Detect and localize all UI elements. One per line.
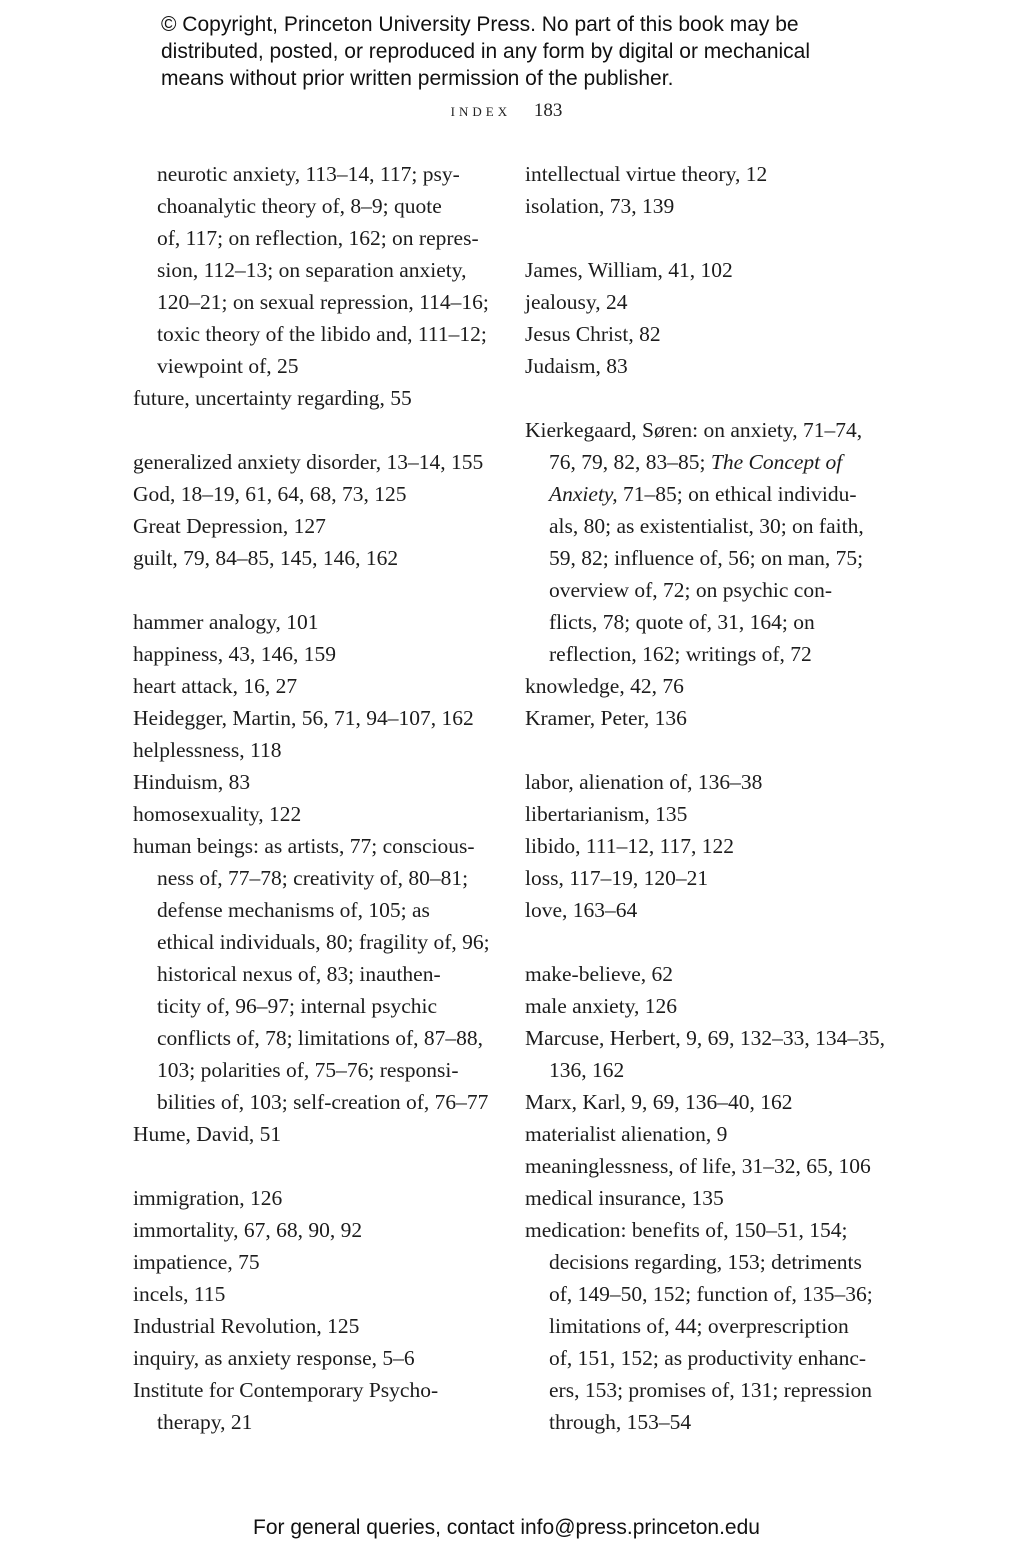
index-entry bbox=[133, 1118, 503, 1150]
copyright-line: © Copyright, Princeton University Press. No part of this book may be bbox=[161, 13, 799, 36]
index-entry-line: Heidegger, Martin, 56, 71, 94–107, 162 bbox=[133, 706, 474, 730]
index-entry-line: make-believe, 62 bbox=[525, 962, 674, 986]
index-entry-line: reflection, 162; writings of, 72 bbox=[549, 642, 812, 666]
index-section-gap bbox=[525, 734, 895, 766]
index-entry bbox=[133, 638, 503, 670]
index-entry-line: human beings: as artists, 77; conscious- bbox=[133, 834, 475, 858]
index-entry bbox=[525, 1150, 895, 1182]
index-entry bbox=[133, 478, 503, 510]
copyright-notice bbox=[161, 11, 921, 92]
index-entry-line: als, 80; as existentialist, 30; on faith, bbox=[549, 514, 864, 538]
copyright-line: means without prior written permission of the publisher. bbox=[161, 67, 674, 90]
index-entry bbox=[525, 286, 895, 318]
index-entry-line: Marcuse, Herbert, 9, 69, 132–33, 134–35, bbox=[525, 1026, 886, 1050]
index-entry-line: loss, 117–19, 120–21 bbox=[525, 866, 709, 890]
index-entry-line: ticity of, 96–97; internal psychic bbox=[157, 994, 438, 1018]
index-column-right bbox=[525, 158, 895, 1438]
index-entry-line: Hume, David, 51 bbox=[133, 1122, 282, 1146]
index-entry-line: ness of, 77–78; creativity of, 80–81; bbox=[157, 866, 469, 890]
index-entry-line: Hinduism, 83 bbox=[133, 770, 251, 794]
index-entry-line: God, 18–19, 61, 64, 68, 73, 125 bbox=[133, 482, 407, 506]
index-entry-line: toxic theory of the libido and, 111–12; bbox=[157, 322, 487, 346]
index-entry bbox=[133, 1278, 503, 1310]
index-entry-line: jealousy, 24 bbox=[525, 290, 628, 314]
index-entry-line: viewpoint of, 25 bbox=[157, 354, 299, 378]
index-entry-line: Institute for Contemporary Psycho- bbox=[133, 1378, 439, 1402]
index-section-gap bbox=[525, 926, 895, 958]
index-entry bbox=[525, 414, 895, 670]
index-entry bbox=[133, 1182, 503, 1214]
index-entry-line: Industrial Revolution, 125 bbox=[133, 1314, 360, 1338]
index-entry-line: 76, 79, 82, 83–85; The Concept of bbox=[549, 450, 843, 474]
index-entry-line: immortality, 67, 68, 90, 92 bbox=[133, 1218, 363, 1242]
index-section-gap bbox=[133, 1150, 503, 1182]
index-entry bbox=[525, 894, 895, 926]
index-entry-line: heart attack, 16, 27 bbox=[133, 674, 298, 698]
index-entry-line: Kierkegaard, Søren: on anxiety, 71–74, bbox=[525, 418, 863, 442]
index-entry-line: limitations of, 44; overprescription bbox=[549, 1314, 849, 1338]
index-entry-line: immigration, 126 bbox=[133, 1186, 283, 1210]
index-entry bbox=[133, 542, 503, 574]
index-entry bbox=[525, 190, 895, 222]
index-entry bbox=[525, 350, 895, 382]
running-head bbox=[0, 97, 1013, 125]
index-entry-line: helplessness, 118 bbox=[133, 738, 282, 762]
page-number: 183 bbox=[533, 100, 563, 121]
index-entry-line: overview of, 72; on psychic con- bbox=[549, 578, 833, 602]
index-entry-line: ethical individuals, 80; fragility of, 96; bbox=[157, 930, 490, 954]
index-section-gap bbox=[525, 382, 895, 414]
index-entry bbox=[525, 254, 895, 286]
index-entry-line: Kramer, Peter, 136 bbox=[525, 706, 687, 730]
index-entry-line: incels, 115 bbox=[133, 1282, 226, 1306]
index-entry-line: medication: benefits of, 150–51, 154; bbox=[525, 1218, 848, 1242]
index-entry-line: of, 117; on reflection, 162; on repres- bbox=[157, 226, 479, 250]
copyright-line: distributed, posted, or reproduced in any form by digital or mechanical bbox=[161, 40, 811, 63]
index-entry-line: Anxiety, 71–85; on ethical individu- bbox=[549, 482, 857, 506]
index-entry-line: meaninglessness, of life, 31–32, 65, 106 bbox=[525, 1154, 871, 1178]
index-entry-line: male anxiety, 126 bbox=[525, 994, 678, 1018]
index-entry-line: libertarianism, 135 bbox=[525, 802, 688, 826]
index-entry-line: future, uncertainty regarding, 55 bbox=[133, 386, 412, 410]
index-entry-line: James, William, 41, 102 bbox=[525, 258, 733, 282]
index-entry-line: through, 153–54 bbox=[549, 1410, 692, 1434]
index-entry-line: sion, 112–13; on separation anxiety, bbox=[157, 258, 467, 282]
index-column-left bbox=[133, 158, 503, 1438]
index-entry bbox=[133, 1342, 503, 1374]
index-entry-line: happiness, 43, 146, 159 bbox=[133, 642, 337, 666]
index-entry bbox=[525, 670, 895, 702]
index-entry bbox=[133, 1374, 503, 1438]
index-entry-line: love, 163–64 bbox=[525, 898, 638, 922]
index-entry bbox=[525, 1214, 895, 1438]
index-entry bbox=[133, 830, 503, 1118]
index-entry-line: impatience, 75 bbox=[133, 1250, 260, 1274]
index-entry-line: homosexuality, 122 bbox=[133, 802, 302, 826]
index-entry-line: inquiry, as anxiety response, 5–6 bbox=[133, 1346, 415, 1370]
index-entry-line: Judaism, 83 bbox=[525, 354, 628, 378]
index-entry bbox=[525, 990, 895, 1022]
index-entry bbox=[525, 1182, 895, 1214]
index-entry-line: ers, 153; promises of, 131; repression bbox=[549, 1378, 873, 1402]
index-entry-line: Great Depression, 127 bbox=[133, 514, 326, 538]
index-entry bbox=[525, 1022, 895, 1086]
index-entry bbox=[525, 862, 895, 894]
index-entry bbox=[525, 1086, 895, 1118]
index-entry bbox=[525, 830, 895, 862]
index-entry-line: guilt, 79, 84–85, 145, 146, 162 bbox=[133, 546, 399, 570]
index-entry bbox=[133, 606, 503, 638]
index-section-gap bbox=[133, 574, 503, 606]
index-entry-line: bilities of, 103; self-creation of, 76–77 bbox=[157, 1090, 489, 1114]
index-entry bbox=[525, 702, 895, 734]
footer-contact: For general queries, contact info@press.princeton.edu bbox=[253, 1516, 760, 1539]
index-entry bbox=[133, 734, 503, 766]
index-entry bbox=[133, 1310, 503, 1342]
index-entry-line: generalized anxiety disorder, 13–14, 155 bbox=[133, 450, 484, 474]
index-entry-line: 136, 162 bbox=[549, 1058, 625, 1082]
index-entry-line: flicts, 78; quote of, 31, 164; on bbox=[549, 610, 815, 634]
index-entry bbox=[133, 1246, 503, 1278]
index-entry-line: isolation, 73, 139 bbox=[525, 194, 675, 218]
index-entry-line: intellectual virtue theory, 12 bbox=[525, 162, 768, 186]
index-entry bbox=[525, 318, 895, 350]
index-section-gap bbox=[525, 222, 895, 254]
index-entry-line: hammer analogy, 101 bbox=[133, 610, 319, 634]
index-entry-line: Jesus Christ, 82 bbox=[525, 322, 661, 346]
index-entry-line: historical nexus of, 83; inauthen- bbox=[157, 962, 441, 986]
index-entry bbox=[133, 382, 503, 414]
index-entry-line: medical insurance, 135 bbox=[525, 1186, 724, 1210]
index-entry bbox=[133, 158, 503, 382]
index-entry bbox=[133, 446, 503, 478]
index-entry-line: therapy, 21 bbox=[157, 1410, 253, 1434]
index-entry bbox=[525, 798, 895, 830]
index-entry bbox=[525, 766, 895, 798]
index-entry-line: knowledge, 42, 76 bbox=[525, 674, 684, 698]
index-entry bbox=[133, 510, 503, 542]
index-entry bbox=[133, 1214, 503, 1246]
running-head-label: index bbox=[450, 100, 512, 121]
index-section-gap bbox=[133, 414, 503, 446]
index-entry-line: decisions regarding, 153; detriments bbox=[549, 1250, 862, 1274]
index-entry bbox=[525, 1118, 895, 1150]
index-entry-line: libido, 111–12, 117, 122 bbox=[525, 834, 735, 858]
index-entry-line: materialist alienation, 9 bbox=[525, 1122, 728, 1146]
index-entry-line: defense mechanisms of, 105; as bbox=[157, 898, 430, 922]
index-entry-line: of, 149–50, 152; function of, 135–36; bbox=[549, 1282, 873, 1306]
index-entry bbox=[133, 702, 503, 734]
index-entry bbox=[133, 798, 503, 830]
index-entry bbox=[525, 958, 895, 990]
index-entry-line: neurotic anxiety, 113–14, 117; psy- bbox=[157, 162, 460, 186]
index-entry-line: 103; polarities of, 75–76; responsi- bbox=[157, 1058, 459, 1082]
index-entry-line: choanalytic theory of, 8–9; quote bbox=[157, 194, 442, 218]
index-entry-line: 120–21; on sexual repression, 114–16; bbox=[157, 290, 489, 314]
index-entry-line: conflicts of, 78; limitations of, 87–88, bbox=[157, 1026, 484, 1050]
index-entry-line: labor, alienation of, 136–38 bbox=[525, 770, 763, 794]
index-entry-line: 59, 82; influence of, 56; on man, 75; bbox=[549, 546, 864, 570]
index-entry bbox=[525, 158, 895, 190]
index-entry-line: Marx, Karl, 9, 69, 136–40, 162 bbox=[525, 1090, 793, 1114]
index-entry bbox=[133, 766, 503, 798]
index-entry-line: of, 151, 152; as productivity enhanc- bbox=[549, 1346, 867, 1370]
index-entry bbox=[133, 670, 503, 702]
